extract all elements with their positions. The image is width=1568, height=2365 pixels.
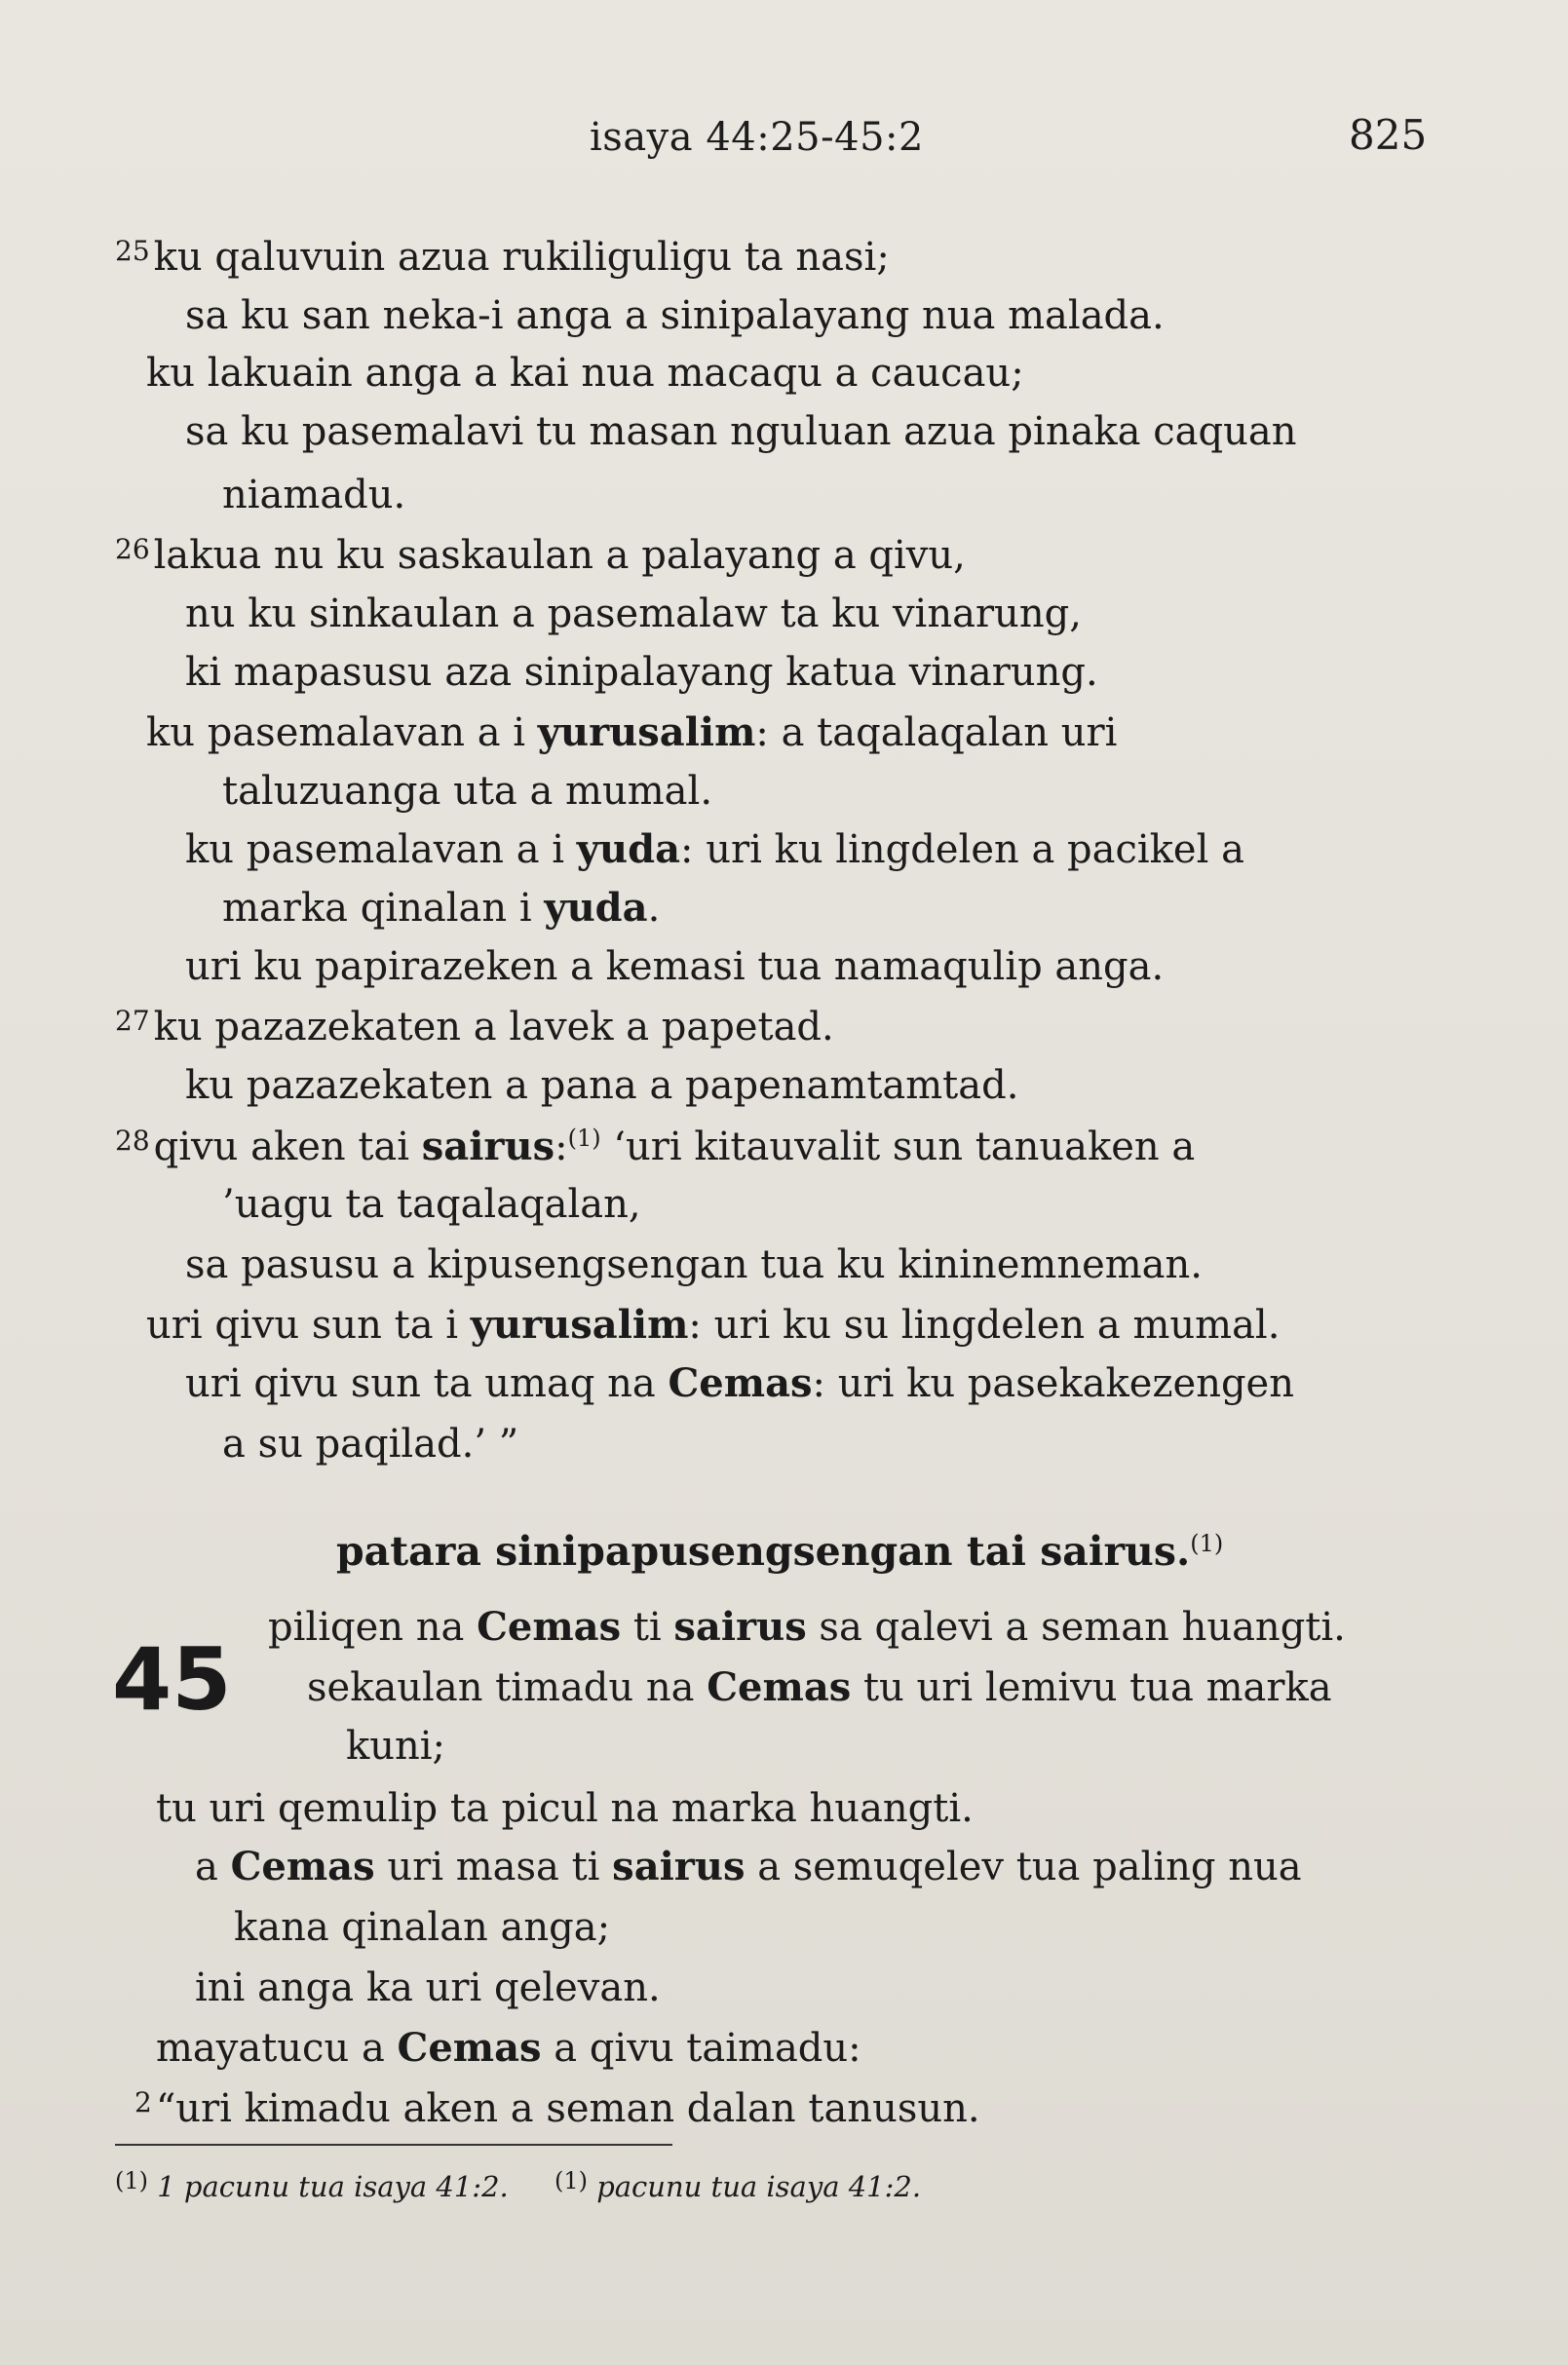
divine-name: Cemas [397,2025,542,2071]
verse-line [185,1360,1294,1406]
line-text: ku qaluvuin azua rukiliguligu ta nasi; [153,235,890,280]
verse-line [268,1604,1346,1650]
line-text: : uri ku su lingdelen a mumal. [688,1303,1281,1348]
verse-line [185,409,1297,454]
verse-line [146,1302,1281,1348]
footnote-mark: (1) [554,2167,588,2194]
verse-line [115,1005,834,1049]
footnote-mark: (1) [115,2167,148,2194]
line-text: ku pazazekaten a lavek a papetad. [153,1005,834,1049]
line-text: ki mapasusu aza sinipalayang katua vinarung. [185,650,1098,695]
place-name: yurusalim [470,1302,689,1348]
line-text: piliqen na [268,1605,478,1650]
line-text: a [195,1845,231,1889]
line-text: : a taqalaqalan uri [755,710,1118,755]
divine-name: Cemas [230,1844,375,1889]
line-text: sa pasusu a kipusengsengan tua ku kininemneman. [185,1242,1204,1287]
divine-name: Cemas [707,1664,852,1710]
verse-line [185,650,1098,695]
verse-line [222,769,713,814]
footnote [115,2167,509,2203]
footnote-ref[interactable]: (1) [1190,1530,1224,1557]
verse-line [134,2086,980,2131]
line-text: sa ku san neka-i anga a sinipalayang nua malada. [185,293,1165,338]
footnote-text: 1 pacunu tua isaya 41:2. [157,2170,509,2203]
page-number: 825 [1349,111,1428,159]
line-text: uri qivu sun ta i [146,1303,471,1348]
person-name: sairus [673,1604,807,1650]
verse-line [307,1664,1332,1710]
person-name: sairus [612,1844,746,1889]
heading-text: patara sinipapusengsengan tai sairus. [336,1528,1191,1575]
running-header: isaya 44:25-45:2 [590,115,924,160]
line-text: “uri kimadu aken a seman dalan tanusun. [155,2086,980,2131]
footnotes [115,2167,958,2203]
footnote-divider [115,2144,672,2146]
line-text: tu uri lemivu tua marka [851,1665,1332,1710]
place-name: yuda [576,826,680,872]
footnote [554,2167,922,2203]
divine-name: Cemas [668,1360,813,1406]
line-text: : [555,1125,568,1169]
verse-number: 26 [115,533,150,565]
line-text: tu uri qemulip ta picul na marka huangti. [156,1786,974,1831]
line-text: uri qivu sun ta umaq na [185,1361,669,1406]
verse-number: 27 [115,1005,150,1037]
verse-line [346,1724,446,1769]
line-text: ku pasemalavan a i [146,710,538,755]
line-text: kana qinalan anga; [234,1905,611,1950]
line-text: niamadu. [222,473,406,517]
verse-line [156,2025,861,2071]
footnote-text: pacunu tua isaya 41:2. [596,2170,922,2203]
verse-number: 28 [115,1125,150,1157]
line-text: sa ku pasemalavi tu masan nguluan azua pinaka caquan [185,409,1297,454]
verse-line [185,826,1244,872]
verse-line [156,1786,974,1831]
verse-line [115,235,890,280]
verse-number: 25 [115,235,150,267]
line-text: ku pazazekaten a pana a papenamtamtad. [185,1063,1019,1108]
line-text: ’uagu ta taqalaqalan, [222,1182,641,1227]
line-text: mayatucu a [156,2026,398,2071]
verse-line [195,1844,1302,1889]
line-text: uri ku papirazeken a kemasi tua namaqulip anga. [185,944,1165,989]
verse-line [185,944,1165,989]
verse-line [185,591,1082,636]
chapter-number: 45 [112,1629,232,1730]
verse-line [146,709,1118,755]
verse-number: 2 [134,2086,152,2118]
place-name: yuda [544,885,648,931]
verse-line [222,1422,519,1467]
line-text: ini anga ka uri qelevan. [195,1965,661,2010]
line-text: uri masa ti [374,1845,613,1889]
place-name: yurusalim [537,709,756,755]
verse-line [146,351,1024,396]
bleed-through-decoration [858,244,1462,273]
line-text: sa qalevi a seman huangti. [806,1605,1346,1650]
verse-line [222,1182,641,1227]
line-text: . [647,886,661,931]
line-text: ku lakuain anga a kai nua macaqu a caucau; [146,351,1024,396]
line-text: qivu aken tai [153,1125,422,1169]
line-text: taluzuanga uta a mumal. [222,769,713,814]
verse-line [195,1965,661,2010]
line-text: : uri ku pasekakezengen [812,1361,1294,1406]
line-text: ti [621,1605,674,1650]
verse-line [115,1124,1196,1169]
verse-line [185,293,1165,338]
verse-line [222,885,661,931]
line-text: a qivu taimadu: [541,2026,861,2071]
verse-line [185,1242,1204,1287]
line-text: : uri ku lingdelen a pacikel a [680,827,1244,872]
line-text: kuni; [346,1724,446,1769]
line-text: lakua nu ku saskaulan a palayang a qivu, [153,533,966,578]
verse-line [115,533,966,578]
section-heading [336,1528,1223,1575]
line-text: sekaulan timadu na [307,1665,708,1710]
verse-line [222,473,406,517]
verse-line [234,1905,611,1950]
verse-line [185,1063,1019,1108]
line-text: ku pasemalavan a i [185,827,577,872]
person-name: sairus [421,1124,555,1169]
footnote-ref[interactable]: (1) [567,1125,601,1152]
divine-name: Cemas [477,1604,622,1650]
line-text: a su paqilad.’ ” [222,1422,519,1467]
line-text: ‘uri kitauvalit sun tanuaken a [600,1125,1196,1169]
line-text: nu ku sinkaulan a pasemalaw ta ku vinarung, [185,591,1082,636]
line-text: marka qinalan i [222,886,545,931]
line-text: a semuqelev tua paling nua [745,1845,1302,1889]
